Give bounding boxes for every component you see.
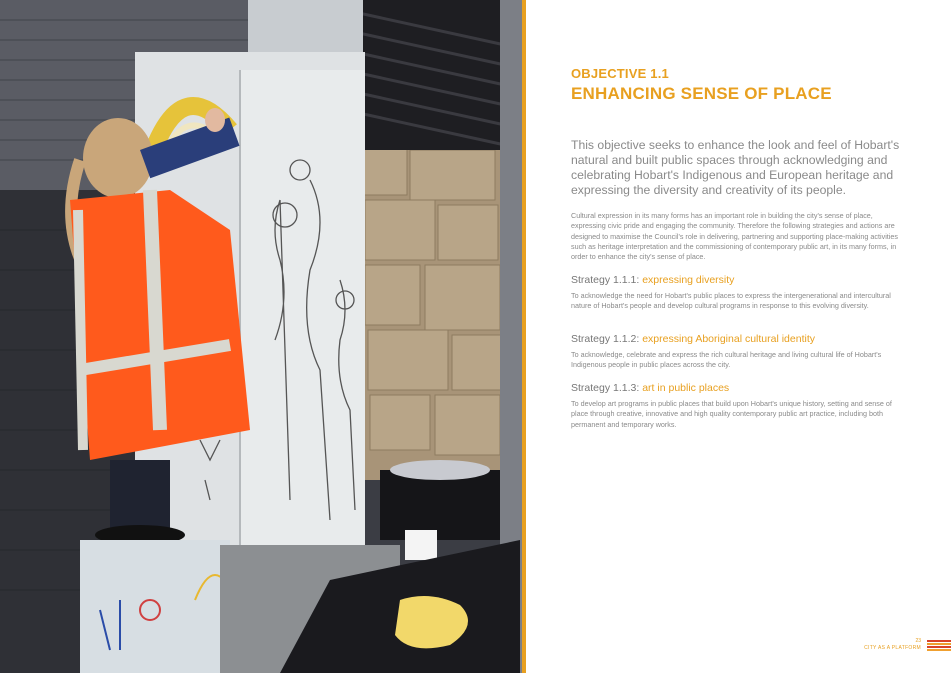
footer-bar <box>927 640 951 642</box>
strategy-number: Strategy 1.1.3: <box>571 382 640 394</box>
objective-number: OBJECTIVE 1.1 <box>571 66 669 81</box>
strategy-title: expressing Aboriginal cultural identity <box>642 333 815 345</box>
strategy-heading <box>571 382 729 394</box>
strategy-number: Strategy 1.1.1: <box>571 274 640 286</box>
lead-paragraph: This objective seeks to enhance the look and feel of Hobart's natural and built public spaces through acknowledging and celebrating Hobart's Indigenous and European heritage and expressing the diversity and creativity of its people. <box>571 138 900 197</box>
footer-bar <box>927 643 951 645</box>
strategy-text: To acknowledge the need for Hobart's public places to express the intergenerational and intercultural nature of Hobart's people and develop cultural programs in response to this evolving diversity. <box>571 291 891 311</box>
accent-divider <box>522 0 526 673</box>
strategy-text: To acknowledge, celebrate and express the rich cultural heritage and living cultural life of Hobart's Indigenous people in public places across the city. <box>571 350 882 370</box>
footer-colour-bars <box>927 640 951 652</box>
footer-bar <box>927 649 951 651</box>
objective-title: ENHANCING SENSE OF PLACE <box>571 84 832 103</box>
strategy-title: expressing diversity <box>642 274 735 286</box>
strategy-heading <box>571 333 815 345</box>
footer-bar <box>927 646 951 648</box>
strategy-title: art in public places <box>642 382 730 394</box>
page-number: 23 <box>915 638 921 644</box>
intro-paragraph: Cultural expression in its many forms has an important role in building the city's sense of place, expressing civic pride and engaging the community. Therefore the following strategies and actions are designed to maximise the Council's role in delivering, partnering and supporting place-making activities such as heritage interpretation and the commissioning of contemporary public art, in its many forms, in order to enhance the city's sense of place. <box>571 211 898 262</box>
footer-doc-title: CITY AS A PLATFORM <box>864 645 921 651</box>
strategy-text: To develop art programs in public places that build upon Hobart's unique history, setting and sense of place through creative, innovative and high quality contemporary public art practice, including both permanent and temporary works. <box>571 399 892 429</box>
strategy-heading <box>571 274 734 286</box>
strategy-number: Strategy 1.1.2: <box>571 333 640 345</box>
